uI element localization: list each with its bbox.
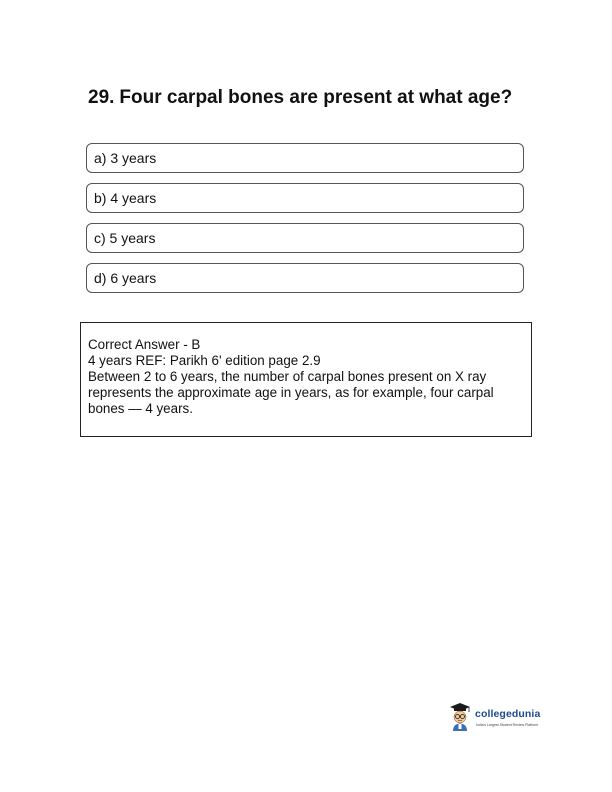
logo-tagline: India's Largest Student Review Platform: [476, 723, 539, 727]
logo-name: collegedunia: [475, 708, 541, 720]
question-number: 29.: [88, 87, 115, 108]
explanation-text: Between 2 to 6 years, the number of carpal bones present on X ray represents the approximate age in years, as for example, four carpal bones — 4 years.: [88, 369, 494, 416]
question-heading: [88, 86, 528, 110]
option-c[interactable]: c) 5 years: [86, 223, 524, 253]
reference-line: 4 years REF: Parikh 6' edition page 2.9: [88, 353, 321, 368]
correct-answer-line: Correct Answer - B: [88, 337, 201, 352]
option-a[interactable]: a) 3 years: [86, 143, 524, 173]
question-text: Four carpal bones are present at what age?: [119, 87, 513, 108]
mascot-icon: [449, 702, 471, 732]
collegedunia-logo: [449, 700, 545, 738]
answer-box: [80, 322, 532, 437]
option-d[interactable]: d) 6 years: [86, 263, 524, 293]
option-b[interactable]: b) 4 years: [86, 183, 524, 213]
